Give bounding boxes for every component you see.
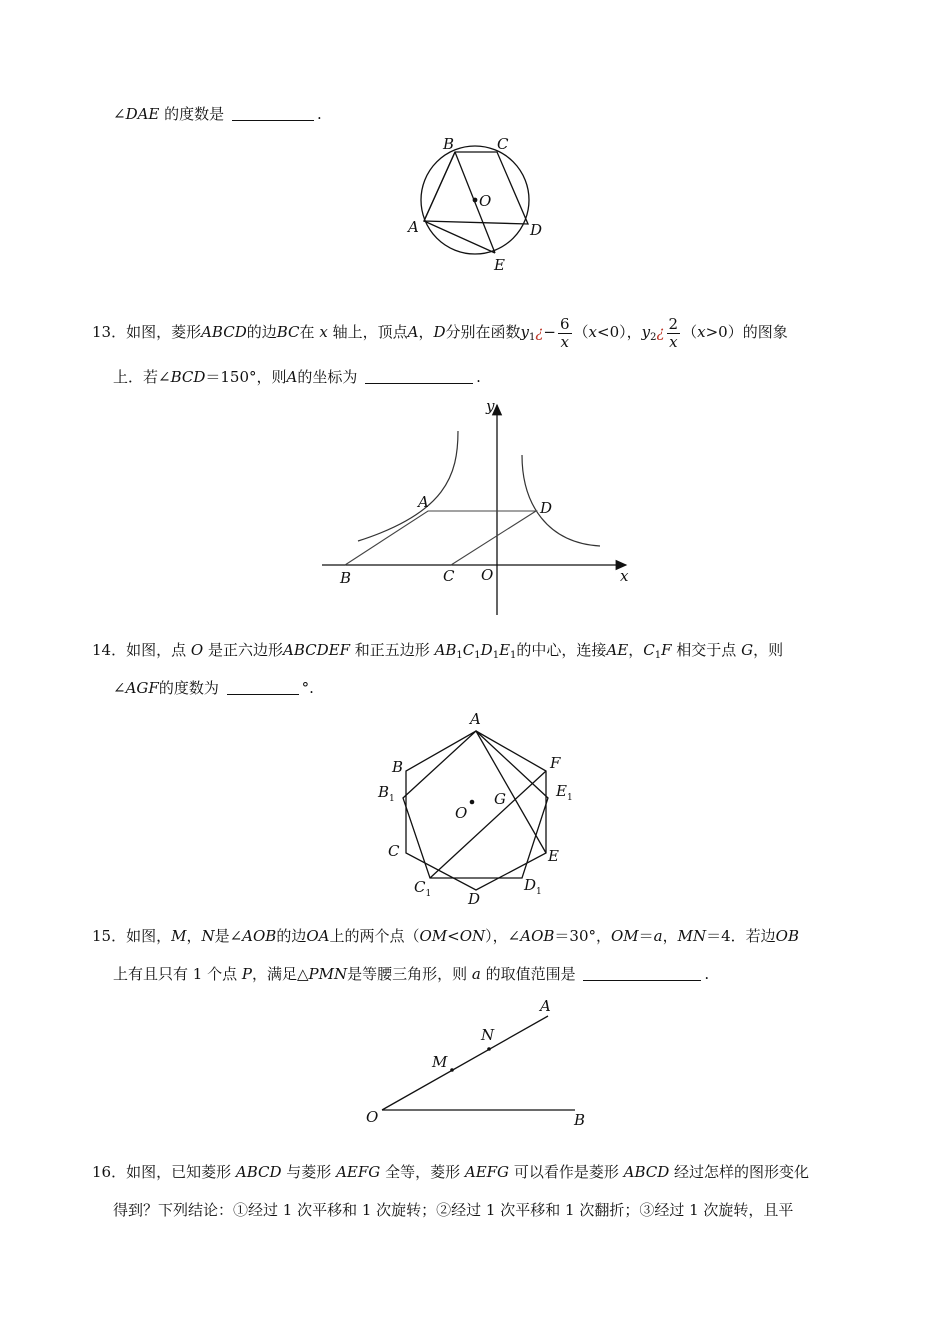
q12-tail: 的度数是 [164,105,225,123]
q15-angle-figure [360,995,600,1135]
fraction-2-over-x: $\frac{2}{x}$ [668,314,679,351]
q16-line1: 16．如图，已知菱形 ABCD 与菱形 AEFG 全等，菱形 AEFG 可以看作是菱形 ABCD 经过怎样的图形变化 [92,1163,810,1181]
label-O: O [479,192,492,210]
q12-circle-figure [400,132,550,277]
q14-line2: ∠AGF的度数为 °. [113,679,314,697]
label-B: B [574,1111,586,1129]
label-C: C [388,842,400,860]
label-D: D [540,499,553,517]
label-C: C [443,567,455,585]
label-A: A [418,493,429,511]
q13-coordinate-figure [318,395,638,620]
q13-line2: 上．若∠BCD＝150°，则A的坐标为 . [113,368,481,386]
label-N: N [481,1026,495,1044]
label-D: D [530,221,543,239]
q13-line1: 13．如图，菱形ABCD的边BC在 x 轴上，顶点A，D分别在函数$y_1¿-$ $\frac{6}{x}$ （x<0），$y_2¿$ $\frac{2}{x}$ （x>0）的图象 [92,314,788,351]
label-D1: $D_1$ [524,876,542,897]
label-C: C [497,135,509,153]
fraction-6-over-x: $\frac{6}{x}$ [559,314,570,351]
answer-blank[interactable] [365,369,473,384]
label-A: A [470,710,481,728]
label-y: y [486,397,495,415]
label-x: x [620,567,629,585]
label-M: M [432,1053,448,1071]
answer-blank[interactable] [227,680,299,695]
label-B1: $B_1$ [378,783,395,804]
label-A: A [540,997,551,1015]
label-B: B [443,135,455,153]
answer-blank[interactable] [583,966,701,981]
label-D: D [468,890,481,908]
label-O: O [366,1108,379,1126]
label-C1: $C_1$ [414,878,432,899]
label-O: O [481,566,494,584]
q12-text: ∠DAE 的度数是 . [113,105,322,123]
q15-line1: 15．如图，M，N是∠AOB的边OA上的两个点（OM<ON），∠AOB＝30°，OM＝a，MN＝4．若边OB [92,927,799,945]
angle-name: DAE [125,105,160,123]
label-G: G [494,790,506,808]
label-A: A [408,218,419,236]
label-E: E [548,847,559,865]
answer-blank[interactable] [232,106,314,121]
label-B: B [392,758,404,776]
label-E: E [494,256,505,274]
q14-polygon-figure [370,708,590,908]
label-O: O [455,804,468,822]
angle-symbol: ∠ [113,105,126,123]
label-B: B [340,569,352,587]
q16-line2: 得到？下列结论：①经过 1 次平移和 1 次旋转；②经过 1 次平移和 1 次翻折；③经过 1 次旋转，且平 [113,1201,794,1219]
q14-line1: 14．如图，点 O 是正六边形ABCDEF 和正五边形 $AB_1C_1D_1E_1$的中心，连接AE，$C_1F$ 相交于点 G，则 [92,641,784,661]
label-F: F [550,754,561,772]
q15-line2: 上有且只有 1 个点 P，满足△PMN是等腰三角形，则 a 的取值范围是 . [113,965,710,983]
label-E1: $E_1$ [556,782,573,803]
